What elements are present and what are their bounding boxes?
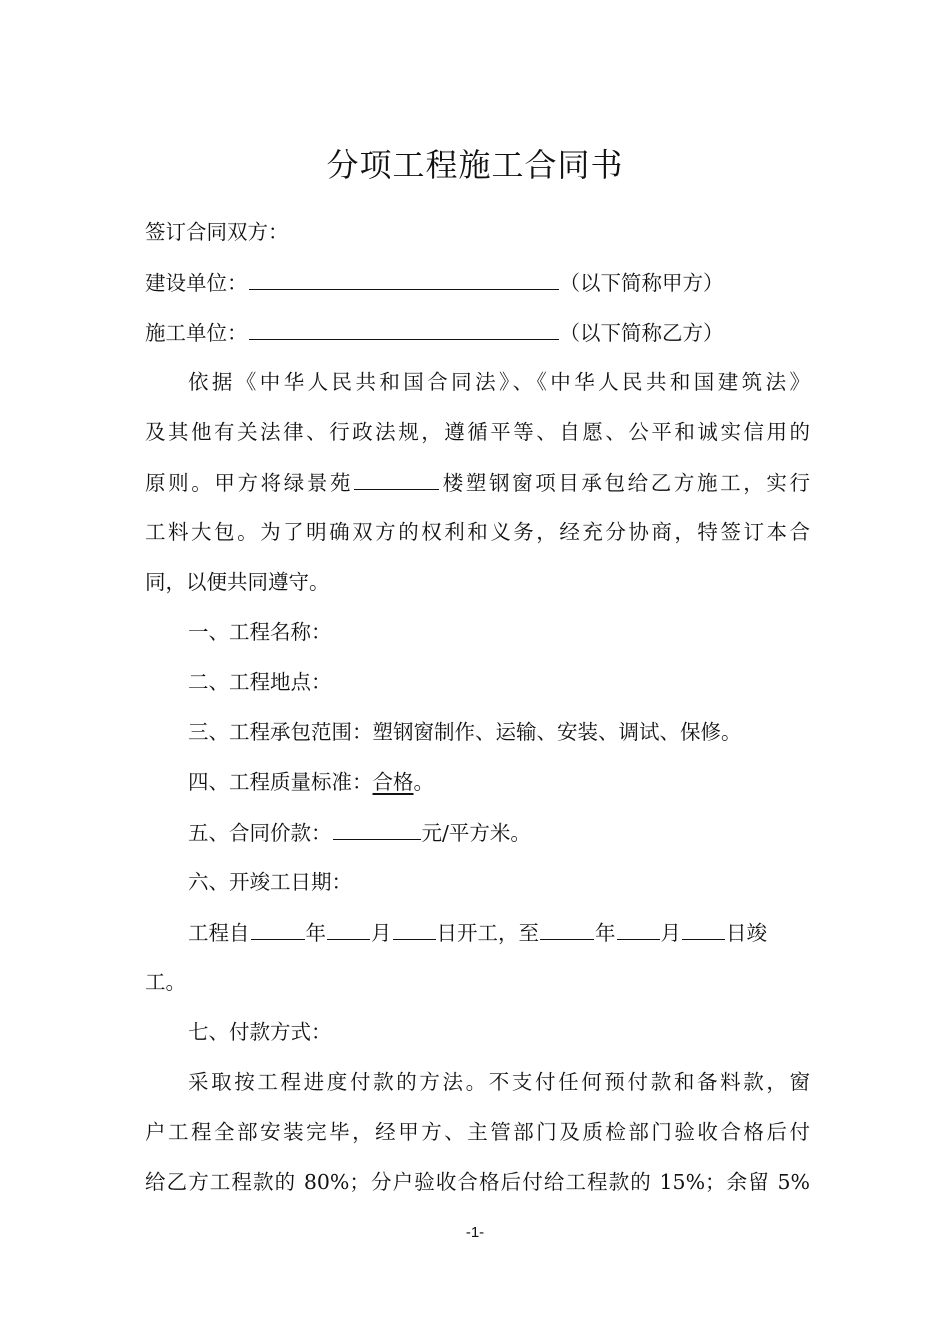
section-5-unit: 元/平方米。 <box>421 821 531 845</box>
payment-line-2: 户工程全部安装完毕，经甲方、主管部门及质检部门验收合格后付 <box>145 1120 810 1144</box>
section-3: 三、工程承包范围：塑钢窗制作、运输、安装、调试、保修。 <box>188 720 742 744</box>
contractor-blank <box>249 317 559 340</box>
section-5-label: 五、合同价款： <box>188 821 332 845</box>
section-4-end: 。 <box>413 770 434 794</box>
quality-standard-value: 合格 <box>372 770 414 794</box>
schedule-start-text: 工程自 <box>188 921 250 945</box>
schedule-line-end: 工。 <box>145 970 186 994</box>
page-number: -1- <box>465 1224 485 1241</box>
price-blank <box>333 817 421 840</box>
start-month-blank <box>327 917 370 940</box>
document-title: 分项工程施工合同书 <box>326 146 624 184</box>
intro-line-4: 工料大包。为了明确双方的权利和义务，经充分协商，特签订本合 <box>145 520 810 544</box>
year-label: 年 <box>595 921 616 945</box>
section-7: 七、付款方式： <box>188 1020 332 1044</box>
contractor-line <box>145 317 810 348</box>
end-month-blank <box>617 917 660 940</box>
intro-line-3b: 楼塑钢窗项目承包给乙方施工，实行 <box>440 471 811 495</box>
owner-suffix: （以下简称甲方） <box>559 271 724 295</box>
building-blank <box>354 467 439 490</box>
payment-line-1: 采取按工程进度付款的方法。不支付任何预付款和备料款，窗 <box>188 1070 810 1094</box>
contractor-label: 施工单位： <box>145 321 248 345</box>
month-label: 月 <box>660 921 681 945</box>
section-5 <box>188 817 810 848</box>
end-day-blank <box>682 917 725 940</box>
section-4 <box>188 767 810 797</box>
schedule-line <box>188 917 810 948</box>
end-day-text: 日竣 <box>726 921 767 945</box>
intro-line-3 <box>145 467 810 498</box>
owner-line <box>145 267 810 298</box>
intro-line-5: 同，以便共同遵守。 <box>145 570 330 594</box>
payment-line-3: 给乙方工程款的 80%；分户验收合格后付给工程款的 15%；余留 5% <box>145 1170 810 1194</box>
section-1: 一、工程名称： <box>188 620 332 644</box>
year-label: 年 <box>305 921 326 945</box>
section-4-label: 四、工程质量标准： <box>188 770 373 794</box>
contractor-suffix: （以下简称乙方） <box>559 321 724 345</box>
intro-line-2: 及其他有关法律、行政法规，遵循平等、自愿、公平和诚实信用的 <box>145 420 810 444</box>
owner-label: 建设单位： <box>145 271 248 295</box>
end-year-blank <box>540 917 594 940</box>
intro-line-3a: 原则。甲方将绿景苑 <box>145 471 354 495</box>
parties-heading: 签订合同双方： <box>145 220 289 244</box>
start-day-blank <box>393 917 436 940</box>
start-day-text: 日开工，至 <box>436 921 539 945</box>
intro-line-1: 依据《中华人民共和国合同法》、《中华人民共和国建筑法》 <box>188 370 810 394</box>
owner-blank <box>249 267 559 290</box>
start-year-blank <box>251 917 305 940</box>
month-label: 月 <box>371 921 392 945</box>
section-6: 六、开竣工日期： <box>188 870 352 894</box>
section-2: 二、工程地点： <box>188 670 332 694</box>
